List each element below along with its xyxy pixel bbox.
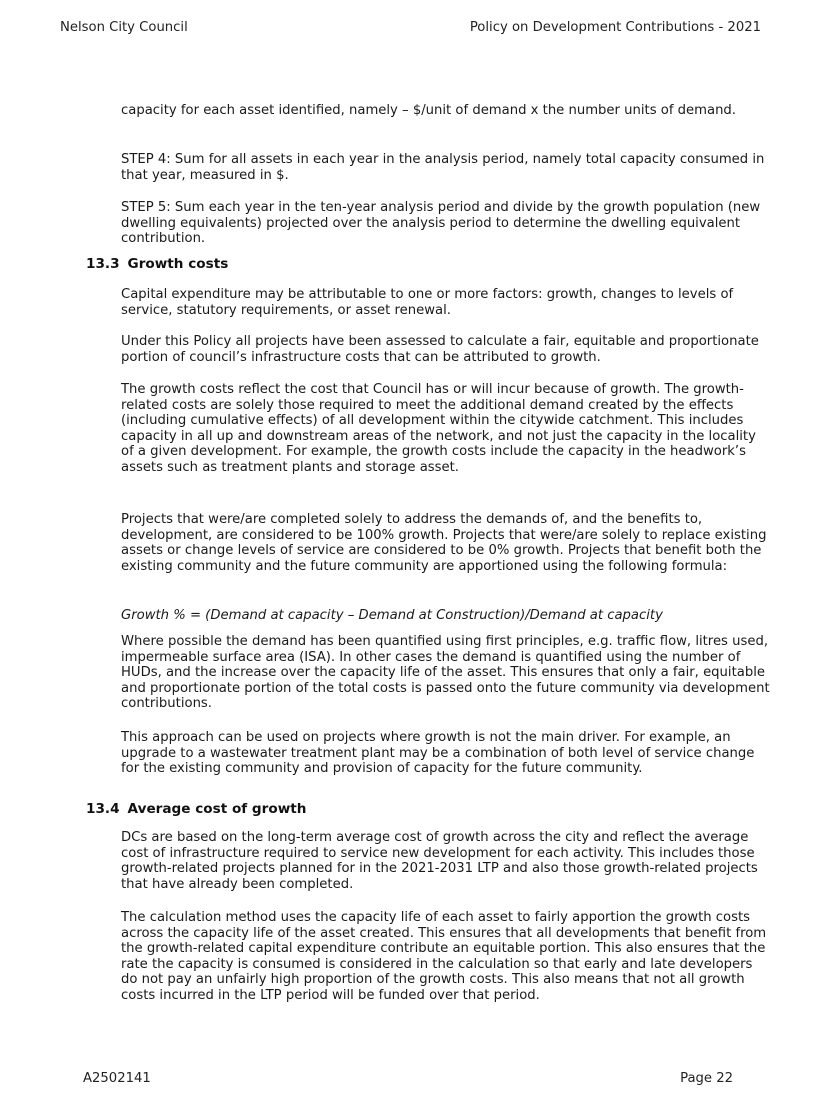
formula: Growth % = (Demand at capacity – Demand at Construction)/Demand at capacity bbox=[121, 608, 663, 623]
paragraph-capital-expenditure: Capital expenditure may be attributable to one or more factors: growth, changes to levels of service, statutory requirements, or asset renewal. bbox=[121, 287, 734, 318]
paragraph-dcs: DCs are based on the long-term average cost of growth across the city and reflect the average cost of infrastructure required to service new development for each activity. This includes those growth-related projects planned for in the 2021-2031 LTP and also those growth-related projects that have already been completed. bbox=[121, 830, 758, 892]
footer-page-number: Page 22 bbox=[680, 1071, 733, 1086]
section-number: 13.3 bbox=[86, 256, 120, 272]
paragraph-calculation-method: The calculation method uses the capacity life of each asset to fairly apportion the growth costs across the capacity life of the asset created. This ensures that all developments that benefit from the growth-related capital expenditure contribute an equitable portion. This also ensures that the rate the capacity is consumed is considered in the calculation so that early and late developers do not pay an unfairly high proportion of the growth costs. This also means that not all growth costs incurred in the LTP period will be funded over that period. bbox=[121, 910, 767, 1003]
section-title: Growth costs bbox=[127, 256, 229, 272]
paragraph-demand-quantified: Where possible the demand has been quantified using first principles, e.g. traffic flow, litres used, impermeable surface area (ISA). In other cases the demand is quantified using the number of HUDs, and the increase over the capacity life of the asset. This ensures that only a fair, equitable and proportionate portion of the total costs is passed onto the future community via development contributions. bbox=[121, 634, 770, 711]
paragraph-step5: STEP 5: Sum each year in the ten-year analysis period and divide by the growth population (new dwelling equivalents) projected over the analysis period to determine the dwelling equivalent contribution. bbox=[121, 200, 761, 246]
header-document-title: Policy on Development Contributions - 2021 bbox=[469, 20, 761, 35]
paragraph-capacity: capacity for each asset identified, namely – $/unit of demand x the number units of demand. bbox=[121, 103, 736, 118]
paragraph-growth-costs: The growth costs reflect the cost that Council has or will incur because of growth. The growth-related costs are solely those required to meet the additional demand created by the effects (including cumulative effects) of all development within the citywide catchment. This includes capacity in all up and downstream areas of the network, and not just the capacity in the locality of a given development. For example, the growth costs include the capacity in the headwork’s assets such as treatment plants and storage asset. bbox=[121, 382, 756, 475]
paragraph-step4: STEP 4: Sum for all assets in each year in the analysis period, namely total capacity consumed in that year, measured in $. bbox=[121, 152, 765, 183]
paragraph-policy-assessment: Under this Policy all projects have been assessed to calculate a fair, equitable and proportionate portion of council’s infrastructure costs that can be attributed to growth. bbox=[121, 334, 759, 365]
section-title: Average cost of growth bbox=[127, 801, 307, 817]
paragraph-approach: This approach can be used on projects where growth is not the main driver. For example, an upgrade to a wastewater treatment plant may be a combination of both level of service change for the existing community and provision of capacity for the future community. bbox=[121, 730, 755, 776]
footer-document-id: A2502141 bbox=[83, 1071, 151, 1086]
paragraph-projects: Projects that were/are completed solely to address the demands of, and the benefits to, development, are considered to be 100% growth. Projects that were/are solely to replace existing assets or change levels of service are considered to be 0% growth. Projects that benefit both the existing community and the future community are apportioned using the following formula: bbox=[121, 512, 767, 574]
section-heading-13-4 bbox=[86, 801, 306, 817]
section-number: 13.4 bbox=[86, 801, 120, 817]
section-heading-13-3 bbox=[86, 256, 228, 272]
header-org: Nelson City Council bbox=[60, 20, 188, 35]
